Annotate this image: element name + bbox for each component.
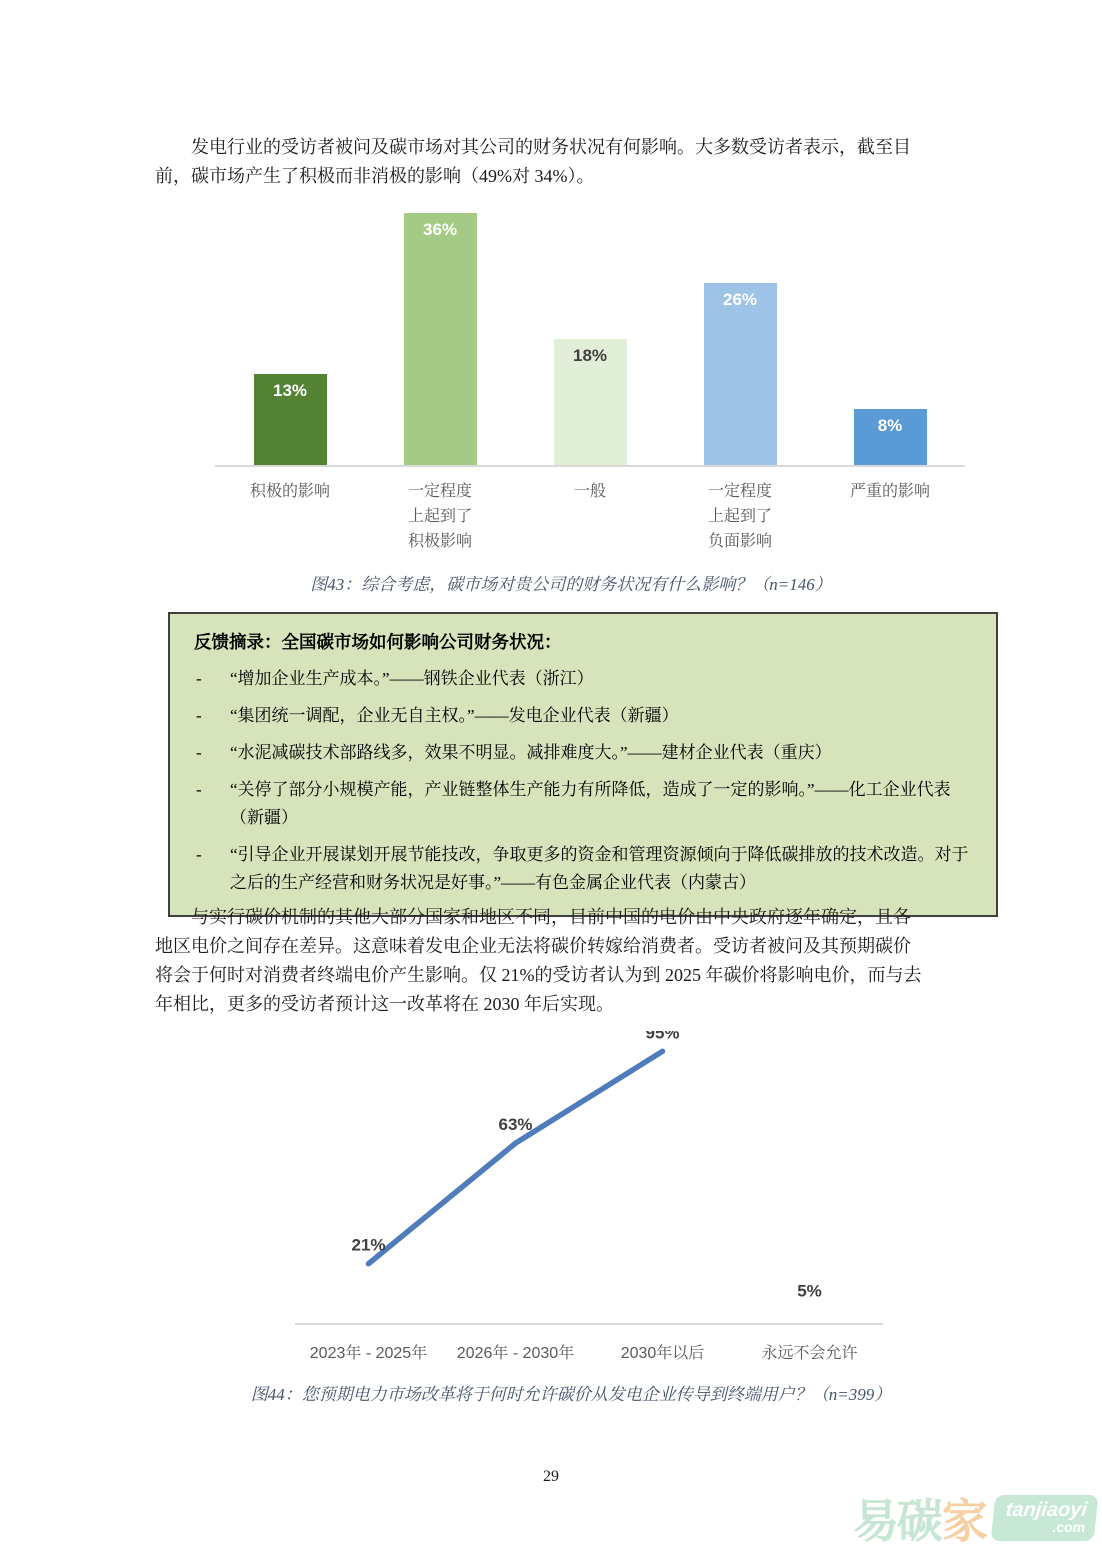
quote-text: “集团统一调配，企业无自主权。”——发电企业代表（新疆） <box>230 706 679 725</box>
bar <box>554 339 627 465</box>
dash-marker: - <box>196 706 202 725</box>
line-category-label: 2030年以后 <box>620 1345 705 1362</box>
bar-category-label <box>515 479 665 554</box>
paragraph-electricity-price <box>155 903 987 1019</box>
line-point-label: 5% <box>797 1281 822 1301</box>
quote-text: “增加企业生产成本。”——钢铁企业代表（浙江） <box>230 669 594 688</box>
quote-item <box>194 665 972 693</box>
watermark-badge <box>990 1495 1098 1541</box>
page-number: 29 <box>543 1468 559 1485</box>
bar-category-label <box>215 479 365 554</box>
bar-slot <box>365 213 515 465</box>
line-series <box>369 1051 663 1263</box>
watermark-badge-domain: tanjiaoyi <box>1004 1499 1088 1521</box>
bar-value-label: 26% <box>722 290 758 309</box>
line-category-label: 2023年 - 2025年 <box>309 1345 428 1362</box>
category-line: 严重的影响 <box>849 483 930 500</box>
bar-value-label: 8% <box>877 416 903 435</box>
category-line: 负面影响 <box>707 533 772 550</box>
category-line: 积极的影响 <box>249 483 330 500</box>
bar-category-label <box>365 479 515 554</box>
bar <box>254 374 327 465</box>
feedback-quotes-list <box>194 665 972 897</box>
category-line: 一定程度 <box>407 483 472 500</box>
figure-43-caption: 图43：综合考虑，碳市场对贵公司的财务状况有什么影响？（n=146） <box>310 575 832 594</box>
quote-text: “引导企业开展谋划开展节能技改，争取更多的资金和管理资源倾向于降低碳排放的技术改造。对于之后的生产经营和财务状况是好事。”——有色金属企业代表（内蒙古） <box>230 845 969 892</box>
category-line: 一定程度 <box>707 483 772 500</box>
quote-item <box>194 702 972 730</box>
bar <box>704 283 777 465</box>
paragraph-line: 将会于何时对消费者终端电价产生影响。仅 21%的受访者认为到 2025 年碳价将影响电价，而与去 <box>155 965 922 985</box>
bar-value-label: 36% <box>422 220 458 239</box>
quote-text: “水泥减碳技术部路线多，效果不明显。减排难度大。”——建材企业代表（重庆） <box>230 743 832 762</box>
figure-44-caption: 图44：您预期电力市场改革将于何时允许碳价从发电企业传导到终端用户？（n=399） <box>250 1385 892 1404</box>
bar <box>854 409 927 465</box>
paragraph-line: 地区电价之间存在差异。这意味着发电企业无法将碳价转嫁给消费者。受访者被问及其预期碳价 <box>155 936 911 956</box>
quote-item <box>194 776 972 832</box>
line-point-label: 95% <box>645 1031 680 1043</box>
dash-marker: - <box>196 845 202 864</box>
category-line: 积极影响 <box>407 533 472 550</box>
quote-item <box>194 841 972 897</box>
line-point-label: 21% <box>351 1235 386 1255</box>
line-category-label: 永远不会允许 <box>761 1345 858 1362</box>
paragraph-carbon-market-impact <box>155 133 987 191</box>
bar-category-label <box>815 479 965 554</box>
site-watermark <box>853 1485 1096 1551</box>
paragraph-line: 与实行碳价机制的其他大部分国家和地区不同，目前中国的电价由中央政府逐年确定，且各 <box>191 907 911 927</box>
dash-marker: - <box>196 780 202 799</box>
paragraph-line: 发电行业的受访者被问及碳市场对其公司的财务状况有何影响。大多数受访者表示，截至目 <box>191 137 911 157</box>
dash-marker: - <box>196 669 202 688</box>
watermark-badge-tld: .com <box>1051 1519 1086 1535</box>
figure-43-bar-chart <box>215 210 965 554</box>
paragraph-line: 年相比，更多的受访者预计这一改革将在 2030 年后实现。 <box>155 994 614 1014</box>
bar-category-labels <box>215 479 965 554</box>
bar-value-label: 13% <box>272 381 308 400</box>
feedback-box-title: 反馈摘录：全国碳市场如何影响公司财务状况： <box>194 632 562 652</box>
quote-item <box>194 739 972 767</box>
bar-category-label <box>665 479 815 554</box>
bar-slot <box>515 339 665 465</box>
bar-value-label: 18% <box>572 346 608 365</box>
paragraph-line: 前，碳市场产生了积极而非消极的影响（49%对 34%）。 <box>155 166 595 186</box>
page-content <box>155 133 987 1533</box>
line-category-labels <box>295 1340 883 1363</box>
category-line: 上起到了 <box>407 508 472 525</box>
feedback-quotes-box <box>168 612 998 917</box>
bar-slot <box>815 409 965 465</box>
quote-text: “关停了部分小规模产能，产业链整体生产能力有所降低，造成了一定的影响。”——化工企业代表（新疆） <box>230 780 951 827</box>
watermark-text-orange: 家 <box>941 1495 988 1547</box>
figure-44-line-chart <box>295 1031 883 1363</box>
category-line: 上起到了 <box>707 508 772 525</box>
bar-slot <box>215 374 365 465</box>
dash-marker: - <box>196 743 202 762</box>
line-category-label: 2026年 - 2030年 <box>456 1345 575 1362</box>
bar-plot-area <box>215 210 965 467</box>
category-line: 一般 <box>573 483 606 500</box>
line-plot-area <box>295 1031 883 1331</box>
line-point-label: 63% <box>498 1115 533 1135</box>
watermark-text-green: 易碳 <box>852 1495 941 1547</box>
bar-slot <box>665 283 815 465</box>
bar <box>404 213 477 465</box>
